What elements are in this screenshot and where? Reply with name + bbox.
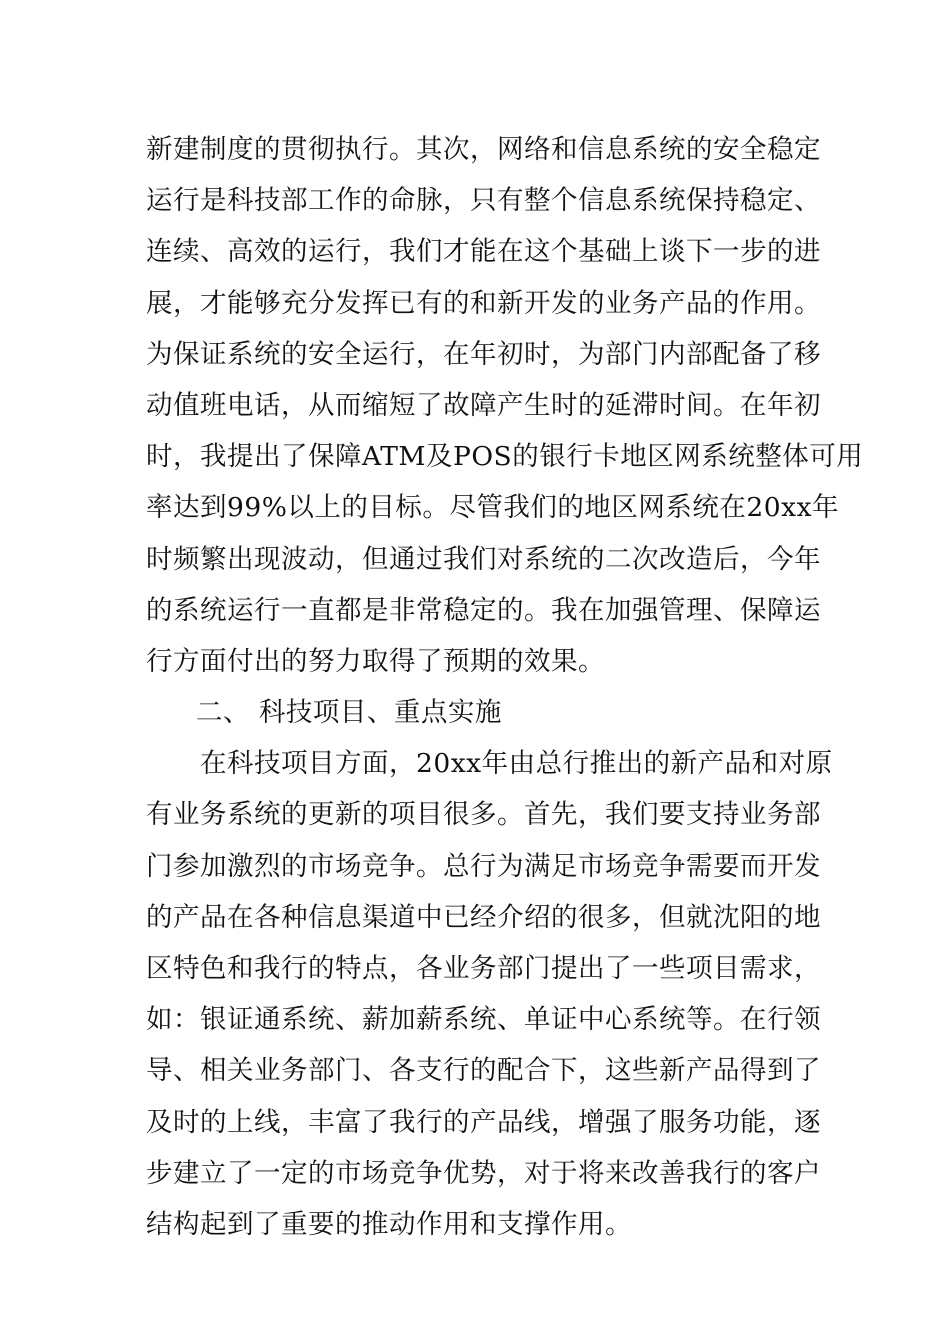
paragraph-line: 有业务系统的更新的项目很多。首先，我们要支持业务部: [146, 799, 821, 831]
paragraph-line: 时，我提出了保障ATM及POS的银行卡地区网系统整体可用: [146, 441, 864, 473]
paragraph-line: 区特色和我行的特点，各业务部门提出了一些项目需求，: [146, 953, 821, 984]
paragraph-line: 及时的上线，丰富了我行的产品线，增强了服务功能，逐: [146, 1106, 821, 1138]
paragraph-line: 导、相关业务部门、各支行的配合下，这些新产品得到了: [146, 1055, 821, 1087]
section-heading: 二、 科技项目、重点实施: [196, 697, 502, 729]
document-body: [146, 124, 864, 1250]
paragraph-line: 新建制度的贯彻执行。其次，网络和信息系统的安全稳定: [146, 134, 821, 165]
paragraph-line: 门参加激烈的市场竞争。总行为满足市场竞争需要而开发: [146, 850, 821, 882]
paragraph-line: 在科技项目方面，20xx年由总行推出的新产品和对原: [200, 748, 833, 780]
paragraph-line: 行方面付出的努力取得了预期的效果。: [146, 645, 605, 677]
paragraph-line: 动值班电话，从而缩短了故障产生时的延滞时间。在年初: [146, 389, 821, 421]
paragraph-line: 连续、高效的运行，我们才能在这个基础上谈下一步的进: [146, 236, 821, 268]
paragraph-line: 为保证系统的安全运行，在年初时，为部门内部配备了移: [146, 338, 821, 370]
paragraph-line: 的产品在各种信息渠道中已经介绍的很多，但就沈阳的地: [146, 901, 821, 933]
paragraph-line: 率达到99%以上的目标。尽管我们的地区网系统在20xx年: [146, 492, 840, 524]
paragraph-line: 结构起到了重要的推动作用和支撑作用。: [146, 1208, 632, 1240]
paragraph-line: 运行是科技部工作的命脉，只有整个信息系统保持稳定、: [146, 185, 821, 217]
paragraph-line: 步建立了一定的市场竞争优势，对于将来改善我行的客户: [146, 1157, 821, 1189]
paragraph-line: 展，才能够充分发挥已有的和新开发的业务产品的作用。: [146, 287, 821, 319]
paragraph-line: 时频繁出现波动，但通过我们对系统的二次改造后，今年: [146, 543, 821, 575]
paragraph-line: 如：银证通系统、薪加薪系统、单证中心系统等。在行领: [146, 1004, 821, 1036]
paragraph-line: 的系统运行一直都是非常稳定的。我在加强管理、保障运: [146, 594, 821, 626]
